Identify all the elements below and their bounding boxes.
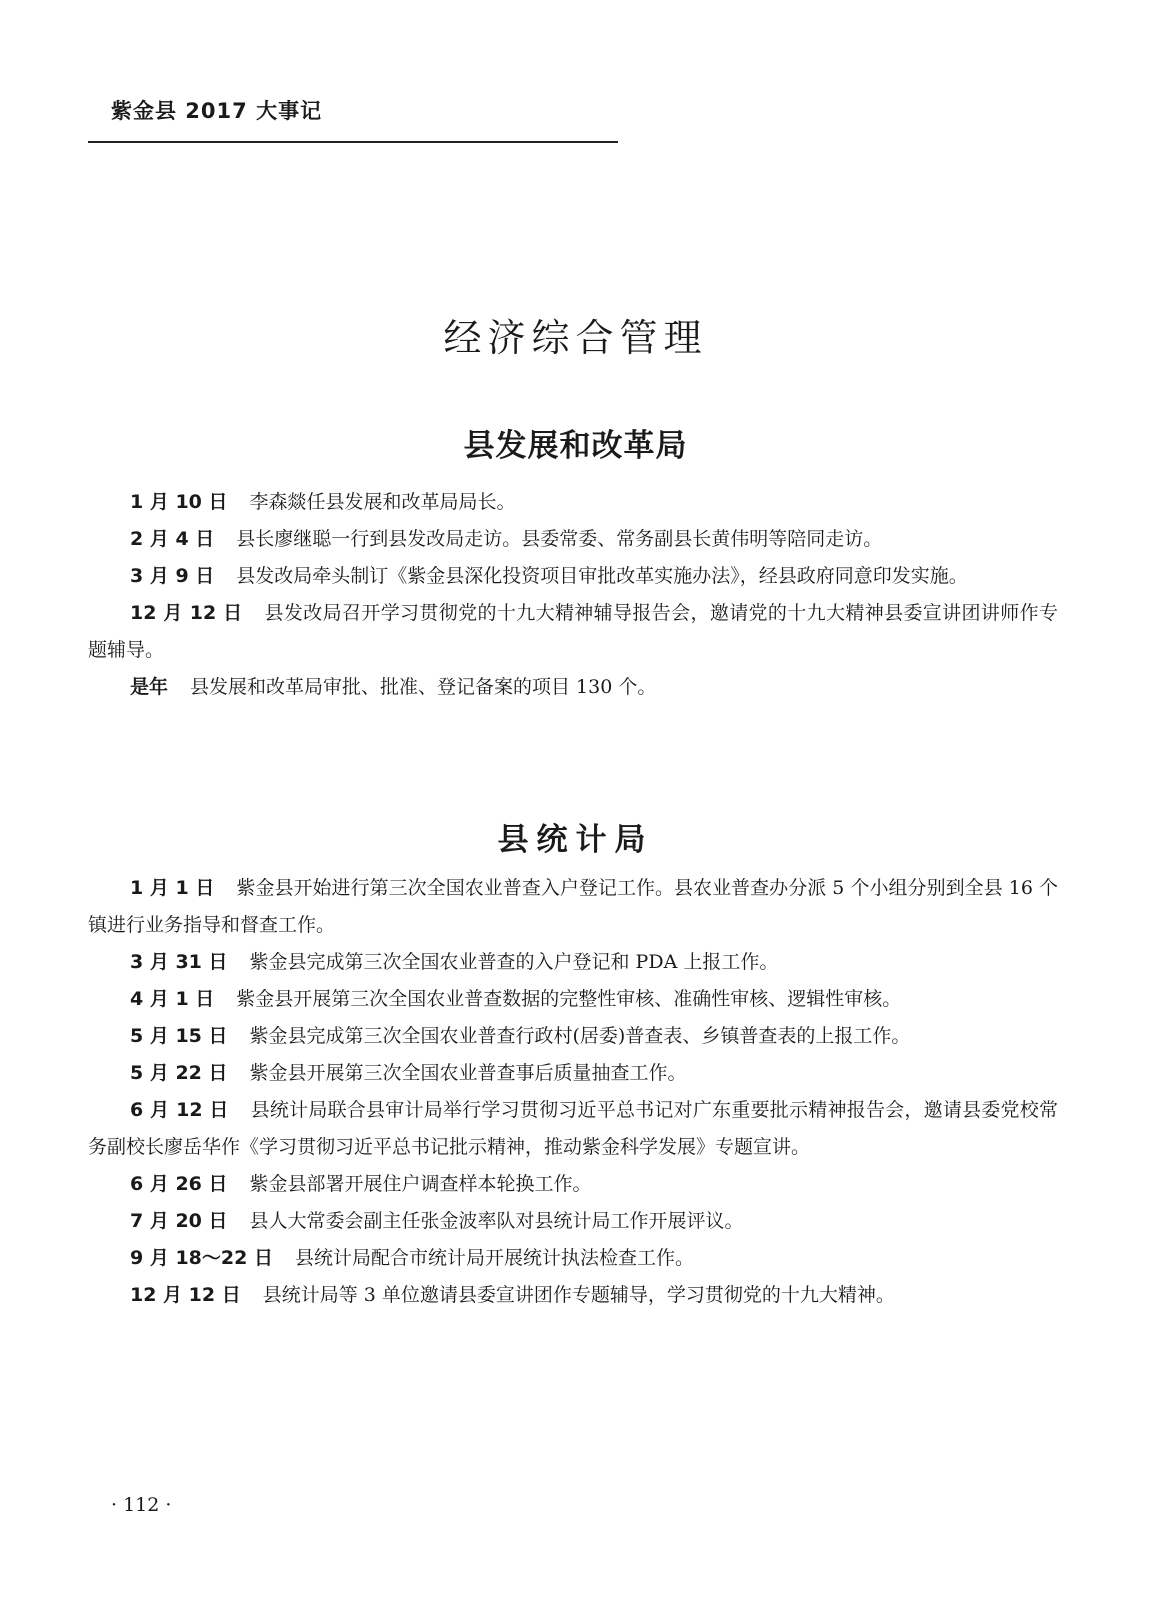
- entry-date: 4 月 1 日: [130, 988, 215, 1010]
- entry-text: 县发展和改革局审批、批准、登记备案的项目 130 个。: [190, 676, 657, 698]
- entry-date: 5 月 15 日: [130, 1025, 228, 1047]
- entry-date: 3 月 31 日: [130, 951, 228, 973]
- list-item: [88, 1055, 1058, 1092]
- section-title-development-reform: 县发展和改革局: [463, 427, 688, 464]
- list-item: [88, 1203, 1058, 1240]
- list-item: [88, 669, 1058, 706]
- entry-text: 紫金县开展第三次全国农业普查事后质量抽查工作。: [249, 1062, 687, 1084]
- list-item: [88, 870, 1058, 944]
- entry-text: 县长廖继聪一行到县发改局走访。县委常委、常务副县长黄伟明等陪同走访。: [236, 528, 883, 550]
- entry-date: 1 月 1 日: [130, 877, 215, 899]
- entry-date: 12 月 12 日: [130, 602, 243, 624]
- list-item: [88, 521, 1058, 558]
- running-head: 紫金县 2017 大事记: [111, 99, 323, 123]
- entry-date: 3 月 9 日: [130, 565, 215, 587]
- chapter-title: 经济综合管理: [443, 316, 708, 361]
- entry-text: 县发改局召开学习贯彻党的十九大精神辅导报告会，邀请党的十九大精神县委宣讲团讲师作专题辅导。: [88, 602, 1058, 661]
- entry-text: 紫金县完成第三次全国农业普查的入户登记和 PDA 上报工作。: [249, 951, 779, 973]
- entry-text: 紫金县开展第三次全国农业普查数据的完整性审核、准确性审核、逻辑性审核。: [236, 988, 902, 1010]
- list-item: [88, 1018, 1058, 1055]
- entry-text: 紫金县完成第三次全国农业普查行政村(居委)普查表、乡镇普查表的上报工作。: [249, 1025, 911, 1047]
- entry-date: 6 月 26 日: [130, 1173, 228, 1195]
- entry-text: 县人大常委会副主任张金波率队对县统计局工作开展评议。: [249, 1210, 744, 1232]
- entry-date: 6 月 12 日: [130, 1099, 229, 1121]
- entry-date: 2 月 4 日: [130, 528, 215, 550]
- entry-text: 县统计局等 3 单位邀请县委宣讲团作专题辅导，学习贯彻党的十九大精神。: [262, 1284, 895, 1306]
- entry-date: 12 月 12 日: [130, 1284, 241, 1306]
- list-item: [88, 1240, 1058, 1277]
- entry-date: 5 月 22 日: [130, 1062, 228, 1084]
- entry-text: 县统计局联合县审计局举行学习贯彻习近平总书记对广东重要批示精神报告会，邀请县委党校常务副校长廖岳华作《学习贯彻习近平总书记批示精神，推动紫金科学发展》专题宣讲。: [88, 1099, 1058, 1158]
- entry-date: 1 月 10 日: [130, 491, 228, 513]
- entry-list-statistics: [88, 870, 1058, 1314]
- list-item: [88, 595, 1058, 669]
- page-number: · 112 ·: [111, 1494, 172, 1516]
- list-item: [88, 944, 1058, 981]
- entry-list-development-reform: [88, 484, 1058, 706]
- entry-date: 9 月 18～22 日: [130, 1247, 273, 1269]
- entry-text: 紫金县开始进行第三次全国农业普查入户登记工作。县农业普查办分派 5 个小组分别到全县 16 个镇进行业务指导和督查工作。: [88, 877, 1058, 936]
- section-title-statistics: 县统计局: [497, 821, 654, 858]
- list-item: [88, 558, 1058, 595]
- entry-text: 李森燚任县发展和改革局局长。: [249, 491, 516, 513]
- entry-text: 紫金县部署开展住户调查样本轮换工作。: [249, 1173, 592, 1195]
- entry-text: 县统计局配合市统计局开展统计执法检查工作。: [294, 1247, 694, 1269]
- list-item: [88, 484, 1058, 521]
- entry-date: 是年: [130, 676, 169, 698]
- list-item: [88, 1166, 1058, 1203]
- list-item: [88, 1092, 1058, 1166]
- list-item: [88, 981, 1058, 1018]
- list-item: [88, 1277, 1058, 1314]
- header-rule: [88, 141, 618, 143]
- entry-date: 7 月 20 日: [130, 1210, 228, 1232]
- entry-text: 县发改局牵头制订《紫金县深化投资项目审批改革实施办法》，经县政府同意印发实施。: [236, 565, 968, 587]
